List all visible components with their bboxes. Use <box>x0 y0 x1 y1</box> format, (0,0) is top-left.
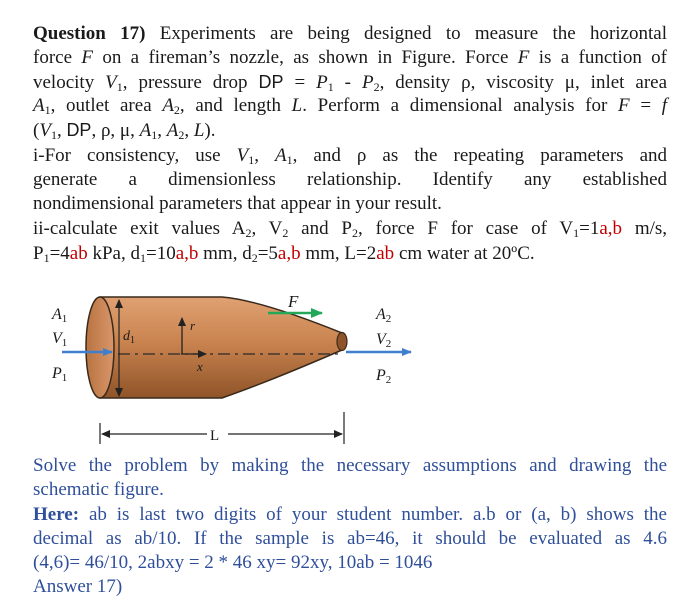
label-V1: V1 <box>52 330 68 349</box>
question-line-5: ($V_1$, DP, ρ, μ, $A_1$, $A_2$, L). <box>33 120 216 142</box>
label-A2: A2 <box>376 306 392 325</box>
part-i-line-2: generate a dimensionless relationship. Identify any established <box>33 169 667 190</box>
here-line-2: decimal as ab/10. If the sample is ab=46, it should be evaluated as 4.6 <box>33 528 667 549</box>
label-x: x <box>197 359 203 374</box>
solve-line-2: schematic figure. <box>33 479 164 500</box>
part-i-line-1: i-For consistency, use $V_1$, $A_1$, and ρ as the repeating parameters and <box>33 145 668 167</box>
part-i-line-3: nondimensional parameters that appear in your result. <box>33 193 442 214</box>
question-line-1: Question 17) Experiments are being designed to measure the horizontal <box>33 23 667 44</box>
ab-placeholder: a,b <box>599 218 623 239</box>
label-V2: V2 <box>376 331 392 350</box>
part-ii-line-2: $P_1=4ab$ kPa, $d_1=10a,b$ mm, $d_2=5a,b$ mm, L=2ab cm water at 20ºC. <box>33 243 535 265</box>
part-ii-line-1: ii-calculate exit values $A_2$, $V_2$ and $P_2$, force F for case of $V_1=1a,b$ m/s, <box>33 218 668 240</box>
outlet-cap <box>337 333 347 351</box>
label-P1: P1 <box>52 365 68 384</box>
question-line-2: force F on a fireman’s nozzle, as shown in Figure. Force F is a function of <box>33 47 667 68</box>
solve-line-1: Solve the problem by making the necessary assumptions and drawing the <box>33 455 667 476</box>
label-P2: P2 <box>376 367 392 386</box>
label-A1: A1 <box>52 306 68 325</box>
question-line-3: velocity $V_1$, pressure drop DP = $P_1 - P_2$, density ρ, viscosity μ, inlet area <box>33 72 668 94</box>
question-line-4: $A_1$, outlet area $A_2$, and length L. Perform a dimensional analysis for F = f <box>33 95 668 117</box>
here-line-3: (4,6)= 46/10, 2abxy = 2 * 46 xy= 92xy, 10ab = 1046 <box>33 552 433 573</box>
label-d1: $d_1$ <box>123 329 135 346</box>
here-line-1: Here: ab is last two digits of your student number. a.b or (a, b) shows the <box>33 504 667 525</box>
inlet-cap <box>86 297 114 398</box>
answer-label: Answer 17) <box>33 576 123 597</box>
label-r: r <box>190 318 196 333</box>
label-F: F <box>288 292 299 311</box>
label-L: L <box>210 428 220 444</box>
